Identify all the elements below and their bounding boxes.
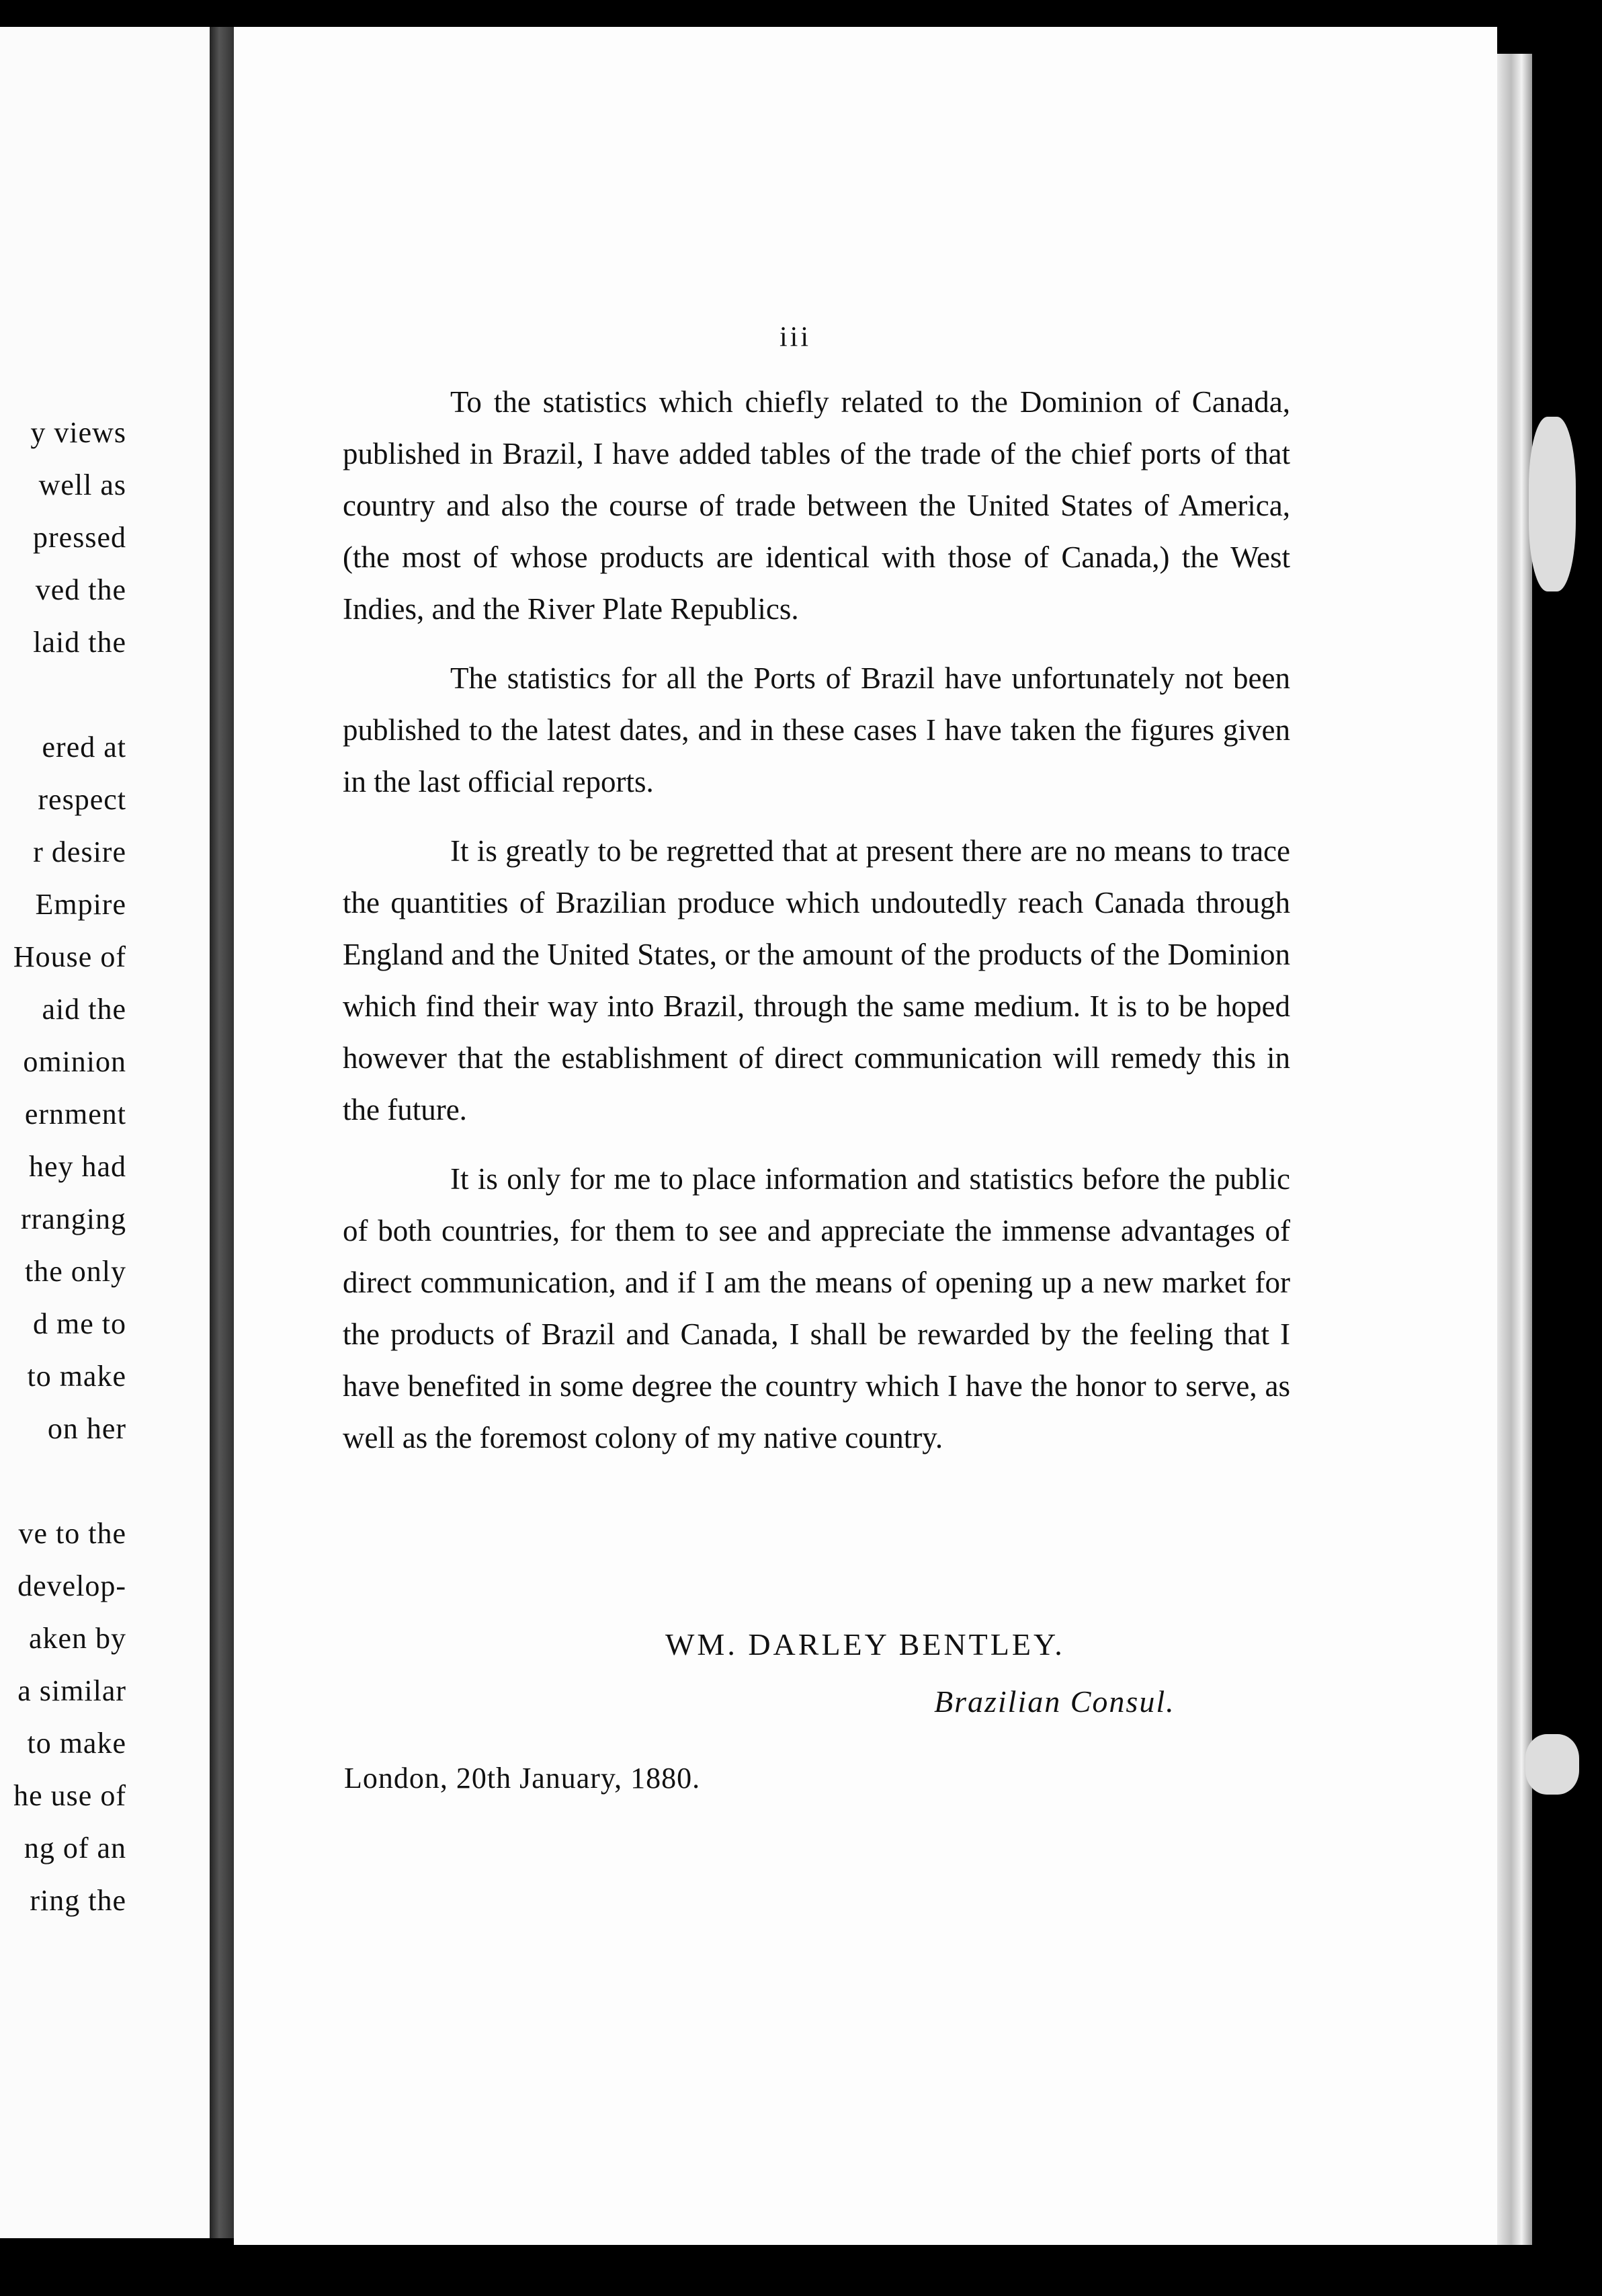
- left-page-line: he use of: [13, 1779, 126, 1812]
- left-page-line: ring the: [30, 1884, 126, 1917]
- left-page-line: y views: [30, 416, 126, 449]
- left-page-text-fragments: [0, 407, 126, 1927]
- left-page-line: laid the: [33, 626, 126, 659]
- left-page-line: hey had: [28, 1150, 126, 1183]
- left-page-line: aid the: [42, 993, 126, 1026]
- signature: WM. DARLEY BENTLEY.: [665, 1627, 1065, 1662]
- left-page-line: aken by: [28, 1622, 126, 1655]
- left-page-line: [0, 669, 126, 721]
- left-page-line: ered at: [42, 731, 126, 764]
- paragraph-2: The statistics for all the Ports of Brazil have unfortunately not been published to the latest dates, and in these cases I have taken the figures given in the last official reports.: [343, 661, 1290, 798]
- left-facing-page: [0, 27, 210, 2238]
- left-page-line: r desire: [33, 835, 126, 868]
- left-page-line: to make: [27, 1360, 126, 1393]
- body-text: [343, 376, 1290, 1481]
- left-page-line: d me to: [33, 1307, 126, 1340]
- paragraph-4: It is only for me to place information and statistics before the public of both countries, for them to see and appreciate the immense advantages of direct communication, and if I am the means of opening up a new market for the products of Brazil and Canada, I shall be rewarded by the feeling that I have benefited in some degree the country which I have the honor to serve, as well as the foremost colony of my native country.: [343, 1162, 1290, 1454]
- paragraph-1: To the statistics which chiefly related to the Dominion of Canada, published in Brazil, I have added tables of the trade of the chief ports of that country and also the course of trade between the United States of America, (the most of whose products are identical with those of Canada,) the West Indies, and the River Plate Republics.: [343, 385, 1290, 626]
- scan-speck: [1525, 1734, 1579, 1795]
- left-page-line: ng of an: [24, 1832, 126, 1864]
- left-page-line: rranging: [20, 1202, 126, 1235]
- left-page-line: to make: [27, 1727, 126, 1760]
- left-page-line: a similar: [17, 1674, 126, 1707]
- dateline: London, 20th January, 1880.: [344, 1762, 701, 1795]
- signatory-title: Brazilian Consul.: [934, 1684, 1175, 1719]
- left-page-line: ved the: [35, 573, 126, 606]
- book-gutter: [210, 27, 234, 2238]
- left-page-line: [0, 1455, 126, 1508]
- left-page-line: pressed: [33, 521, 126, 554]
- left-page-line: ominion: [23, 1045, 126, 1078]
- left-page-line: well as: [38, 468, 126, 501]
- scan-speck: [1529, 417, 1576, 591]
- left-page-line: respect: [38, 783, 126, 816]
- left-page-line: develop-: [17, 1569, 126, 1602]
- paragraph-3: It is greatly to be regretted that at present there are no means to trace the quantities of Brazilian produce which undoutedly reach Canada through England and the United States, or the amount of the products of the Dominion which find their way into Brazil, through the same medium. It is to be hoped however that the establishment of direct communication will remedy this in the future.: [343, 834, 1290, 1126]
- left-page-line: on her: [47, 1412, 126, 1445]
- left-page-line: Empire: [35, 888, 126, 921]
- left-page-line: ernment: [24, 1098, 126, 1131]
- left-page-line: House of: [13, 940, 126, 973]
- left-page-line: ve to the: [18, 1517, 126, 1550]
- left-page-line: the only: [25, 1255, 126, 1288]
- page-number: iii: [779, 322, 812, 353]
- page-edge: [1497, 54, 1532, 2245]
